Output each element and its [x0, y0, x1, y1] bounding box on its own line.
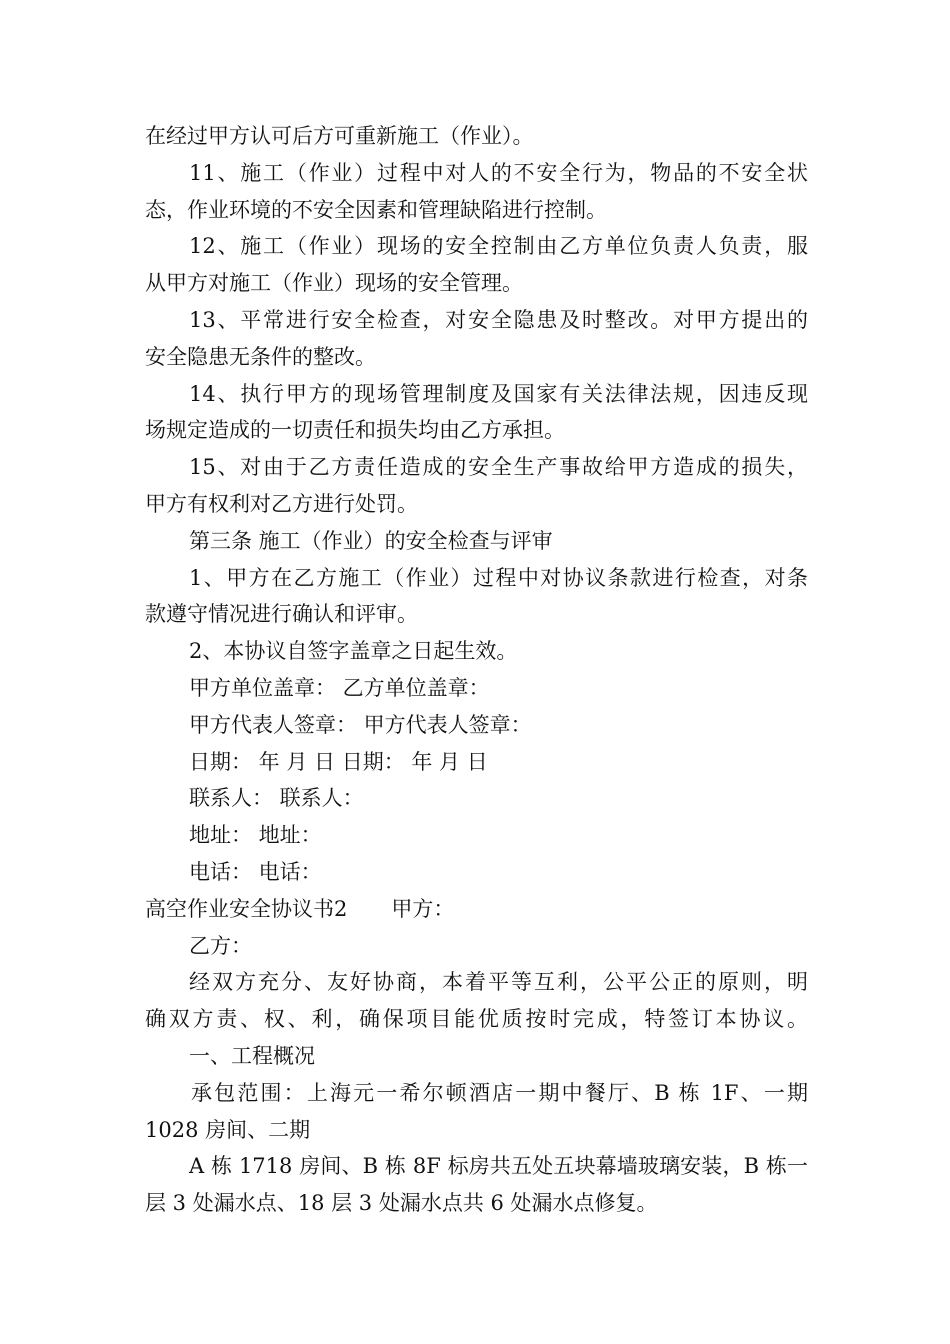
- text-line: 11、施工（作业）过程中对人的不安全行为，物品的不安全状: [189, 160, 808, 185]
- text-line: 甲方有权利对乙方进行处罚。: [145, 491, 418, 516]
- text-line: 确双方责、权、利，确保项目能优质按时完成，特签订本协议。: [145, 1007, 808, 1032]
- text-line: 2、本协议自签字盖章之日起生效。: [189, 639, 518, 664]
- text-line: 场规定造成的一切责任和损失均由乙方承担。: [145, 418, 565, 443]
- text-line: 在经过甲方认可后方可重新施工（作业）。: [145, 124, 534, 148]
- signature-date-line: 日期： 年 月 日 日期： 年 月 日: [189, 749, 488, 774]
- text-line: 1028 房间、二期: [145, 1117, 311, 1142]
- signature-seal-line: 甲方单位盖章： 乙方单位盖章：: [189, 675, 490, 700]
- text-line: 承包范围：上海元一希尔顿酒店一期中餐厅、B 栋 1F、一期: [191, 1080, 808, 1105]
- text-line: 经双方充分、友好协商，本着平等互利，公平公正的原则，明: [189, 970, 808, 995]
- signature-address-line: 地址： 地址：: [189, 823, 322, 848]
- text-line: 15、对由于乙方责任造成的安全生产事故给甲方造成的损失，: [189, 455, 808, 480]
- section-heading: 第三条 施工（作业）的安全检查与评审: [189, 528, 553, 553]
- party-a-label: 甲方：: [391, 896, 455, 921]
- text-line: 12、施工（作业）现场的安全控制由乙方单位负责人负责，服: [189, 234, 808, 259]
- text-line: 1、甲方在乙方施工（作业）过程中对协议条款进行检查，对条: [189, 565, 808, 590]
- text-line: A 栋 1718 房间、B 栋 8F 标房共五处五块幕墙玻璃安装，B 栋一: [189, 1154, 808, 1179]
- document-body: [145, 118, 808, 1222]
- text-line: 层 3 处漏水点、18 层 3 处漏水点共 6 处漏水点修复。: [145, 1191, 658, 1216]
- text-line: 14、执行甲方的现场管理制度及国家有关法律法规，因违反现: [189, 381, 808, 406]
- signature-phone-line: 电话： 电话：: [189, 859, 322, 884]
- text-line: 13、平常进行安全检查，对安全隐患及时整改。对甲方提出的: [189, 307, 808, 332]
- text-line: 款遵守情况进行确认和评审。: [145, 602, 418, 627]
- text-line: 安全隐患无条件的整改。: [145, 344, 376, 369]
- text-line: 态，作业环境的不安全因素和管理缺陷进行控制。: [145, 197, 607, 222]
- agreement-heading-line: [145, 891, 808, 928]
- agreement-title: 高空作业安全协议书2: [145, 896, 348, 921]
- party-b-label: 乙方：: [189, 933, 252, 958]
- signature-rep-line: 甲方代表人签章： 甲方代表人签章：: [189, 712, 532, 737]
- section-heading: 一、工程概况: [189, 1043, 315, 1068]
- signature-contact-line: 联系人： 联系人：: [189, 786, 364, 811]
- text-line: 从甲方对施工（作业）现场的安全管理。: [145, 271, 523, 296]
